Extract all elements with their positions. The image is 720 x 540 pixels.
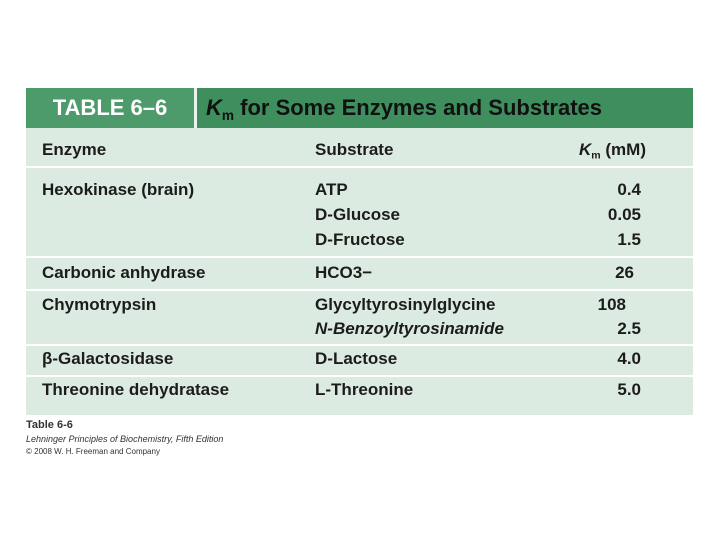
table-header-band: [26, 88, 693, 128]
table-row-km: 26: [615, 263, 634, 282]
title-km-symbol: K: [206, 95, 222, 120]
table-row-enzyme: Chymotrypsin: [42, 295, 157, 314]
table-row-km: 0.05: [607, 205, 641, 224]
header-divider: [194, 88, 197, 128]
km-table: [26, 88, 693, 415]
caption-copyright: © 2008 W. H. Freeman and Company: [26, 447, 160, 456]
column-km-subscript: m: [591, 149, 601, 162]
header-rule: [26, 166, 693, 168]
table-row-enzyme: β-Galactosidase: [42, 349, 174, 368]
table-row-substrate: D-Fructose: [315, 230, 405, 249]
table-label-box: [26, 88, 194, 128]
row-rule: [26, 289, 693, 291]
table-row-substrate: HCO3−: [315, 263, 373, 282]
table-row-substrate: L-Threonine: [315, 380, 414, 399]
table-row-km: 2.5: [617, 319, 641, 338]
table-label: TABLE 6–6: [52, 95, 168, 120]
table-row-substrate: N-Benzoyltyrosinamide: [315, 319, 504, 338]
table-row-km: 4.0: [617, 349, 641, 368]
column-header-km: [579, 138, 646, 168]
table-row-km: 108: [597, 295, 626, 314]
table-row-substrate: ATP: [315, 180, 348, 199]
table-row-substrate: D-Glucose: [315, 205, 401, 224]
table-row-km: 1.5: [617, 230, 641, 249]
caption-label: Table 6-6: [26, 419, 73, 431]
table-row-km: 5.0: [617, 380, 641, 399]
table-title: [206, 94, 686, 130]
title-km-subscript: m: [221, 107, 235, 123]
column-header-enzyme: Enzyme: [42, 140, 107, 159]
title-rest: for Some Enzymes and Substrates: [234, 95, 603, 120]
caption-book: Lehninger Principles of Biochemistry, Fifth Edition: [26, 434, 224, 444]
row-rule: [26, 375, 693, 377]
table-row-enzyme: Threonine dehydratase: [42, 380, 230, 399]
row-rule: [26, 256, 693, 258]
table-row-substrate: Glycyltyrosinylglycine: [315, 295, 496, 314]
table-row-substrate: D-Lactose: [315, 349, 398, 368]
table-row-enzyme: Hexokinase (brain): [42, 180, 195, 199]
column-km-unit: (mM): [600, 140, 646, 159]
table-row-enzyme: Carbonic anhydrase: [42, 263, 206, 282]
column-km-symbol: K: [579, 140, 592, 159]
row-rule: [26, 344, 693, 346]
column-header-substrate: Substrate: [315, 140, 394, 159]
table-row-km: 0.4: [617, 180, 641, 199]
